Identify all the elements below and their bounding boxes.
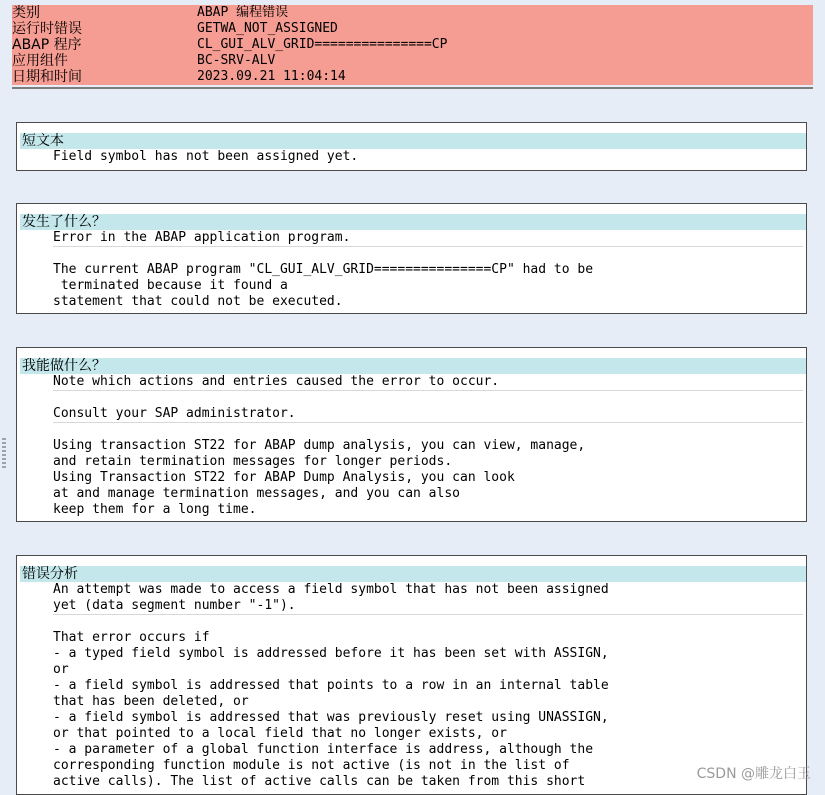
header-value[interactable]: ABAP 编程错误 (197, 5, 289, 20)
header-value[interactable]: CL_GUI_ALV_GRID===============CP (197, 37, 448, 52)
text-line[interactable]: An attempt was made to access a field symbol that has not been assigned (53, 582, 609, 597)
text-line[interactable]: Consult your SAP administrator. (53, 406, 296, 421)
header-value[interactable]: BC-SRV-ALV (197, 53, 276, 68)
splitter-grip[interactable] (2, 438, 6, 468)
text-line[interactable]: keep them for a long time. (53, 502, 257, 517)
header-row-runtime-error (12, 21, 813, 37)
line-divider (53, 246, 803, 247)
text-line[interactable]: Error in the ABAP application program. (53, 230, 351, 245)
header-row-program (12, 37, 813, 53)
dump-header (12, 5, 813, 85)
text-line[interactable]: or that pointed to a local field that no longer exists, or (53, 726, 507, 741)
header-label: 运行时错误 (12, 21, 82, 37)
header-label: 应用组件 (12, 53, 68, 69)
text-line[interactable]: - a field symbol is addressed that was previously reset using UNASSIGN, (53, 710, 609, 725)
text-line[interactable]: and retain termination messages for longer periods. (53, 454, 453, 469)
text-line[interactable]: The current ABAP program "CL_GUI_ALV_GRID===============CP" had to be (53, 262, 594, 277)
text-line[interactable]: Field symbol has not been assigned yet. (53, 149, 359, 164)
text-line[interactable]: terminated because it found a (53, 278, 288, 293)
text-line[interactable]: Note which actions and entries caused the error to occur. (53, 374, 500, 389)
panel-error-analysis (16, 555, 807, 795)
header-row-category (12, 5, 813, 21)
text-line[interactable]: - a typed field symbol is addressed before it has been set with ASSIGN, (53, 646, 609, 661)
header-row-component (12, 53, 813, 69)
text-line[interactable]: active calls). The list of active calls can be taken from this short (53, 774, 586, 789)
section-title: 发生了什么？ (20, 214, 806, 230)
text-line[interactable]: that has been deleted, or (53, 694, 249, 709)
line-divider (53, 422, 803, 423)
line-divider (53, 614, 803, 615)
text-line[interactable]: statement that could not be executed. (53, 294, 343, 309)
text-line[interactable]: That error occurs if (53, 630, 210, 645)
text-line[interactable]: or (53, 662, 69, 677)
section-title: 错误分析 (20, 566, 806, 582)
panel-what-can-i-do (16, 347, 807, 522)
line-divider (53, 390, 803, 391)
header-row-datetime (12, 69, 813, 85)
text-line[interactable]: at and manage termination messages, and you can also (53, 486, 460, 501)
header-value[interactable]: GETWA_NOT_ASSIGNED (197, 21, 338, 36)
watermark: CSDN @雕龙白玉 (696, 766, 811, 782)
text-line[interactable]: Using transaction ST22 for ABAP dump analysis, you can view, manage, (53, 438, 586, 453)
header-divider (12, 87, 813, 89)
text-line[interactable]: - a field symbol is addressed that points to a row in an internal table (53, 678, 609, 693)
header-label: 日期和时间 (12, 69, 82, 85)
section-title: 我能做什么？ (20, 358, 806, 374)
text-line[interactable]: corresponding function module is not active (is not in the list of (53, 758, 570, 773)
header-label: ABAP 程序 (12, 37, 82, 53)
text-line[interactable]: yet (data segment number "-1"). (53, 598, 296, 613)
panel-what-happened (16, 203, 807, 314)
header-label: 类别 (12, 5, 40, 21)
section-title: 短文本 (20, 133, 806, 149)
text-line[interactable]: - a parameter of a global function interface is address, although the (53, 742, 594, 757)
header-value[interactable]: 2023.09.21 11:04:14 (197, 69, 346, 84)
text-line[interactable]: Using Transaction ST22 for ABAP Dump Analysis, you can look (53, 470, 515, 485)
panel-short-text (16, 122, 807, 171)
